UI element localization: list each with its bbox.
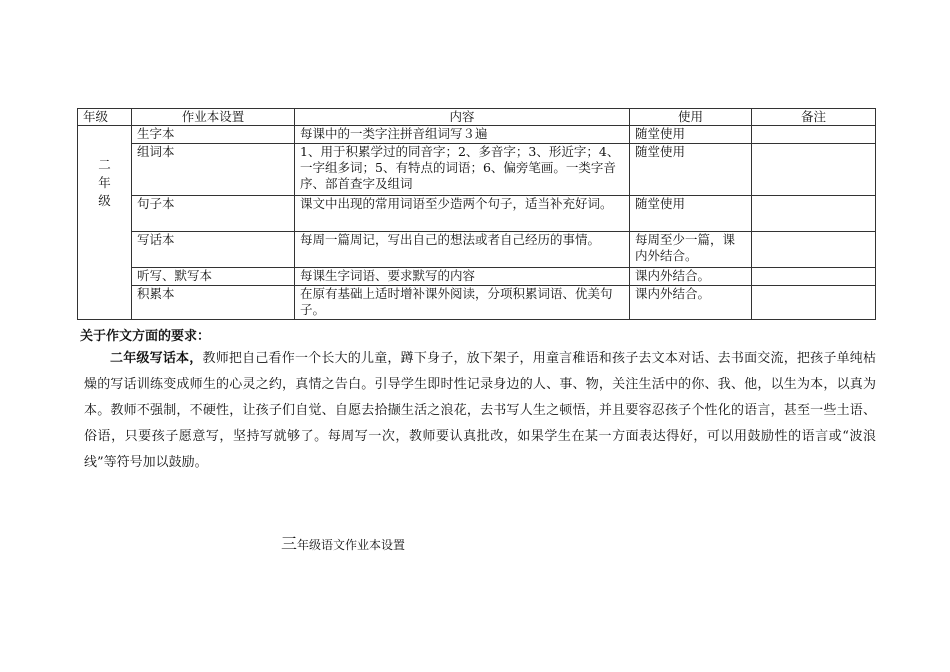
book-note (752, 286, 876, 320)
grade-cell (78, 126, 132, 320)
header-grade: 年级 (78, 109, 132, 126)
paragraph-lead: 二年级写话本， (110, 351, 203, 366)
grade-char: 二 (98, 157, 111, 172)
writing-requirements-paragraph (84, 346, 876, 476)
table-row (78, 196, 876, 232)
paragraph-body: 教师把自己看作一个长大的儿童，蹲下身子，放下架子，用童言稚语和孩子去文本对话、去书面交流，把孩子单纯枯燥的写话训练变成师生的心灵之约，真情之告白。引导学生即时性记录身边的人、事、物，关注生活中的你、我、他，以生为本，以真为本。教师不强制，不硬性，让孩子们自觉、自愿去拾撷生活之浪花，去书写人生之顿悟，并且要容忍孩子个性化的语言，甚至一些土语、俗语，只要孩子愿意写，坚持写就够了。每周写一次，教师要认真批改，如果学生在某一方面表达得好，可以用鼓励性的语言或“波浪线”等符号加以鼓励。 (84, 351, 876, 470)
homework-table (77, 108, 876, 320)
header-book: 作业本设置 (132, 109, 295, 126)
book-name: 组词本 (132, 144, 295, 196)
book-usage: 课内外结合。 (630, 268, 752, 286)
book-usage: 课内外结合。 (630, 286, 752, 320)
book-content: 1、用于积累学过的同音字；2、多音字；3、形近字；4、一字组多词；5、有特点的词语；6、偏旁笔画。一类字音序、部首查字及组词 (295, 144, 630, 196)
grade-char: 年 (98, 175, 111, 190)
grade-char: 级 (98, 193, 111, 208)
book-content: 在原有基础上适时增补课外阅读，分项积累词语、优美句子。 (295, 286, 630, 320)
header-content: 内容 (295, 109, 630, 126)
book-name: 生字本 (132, 126, 295, 144)
header-usage: 使用 (630, 109, 752, 126)
table-row (78, 286, 876, 320)
header-note: 备注 (752, 109, 876, 126)
book-note (752, 144, 876, 196)
book-usage: 随堂使用 (630, 144, 752, 196)
table-row (78, 126, 876, 144)
book-name: 积累本 (132, 286, 295, 320)
grade-three-heading (281, 531, 405, 554)
book-content: 每课生字词语、要求默写的内容 (295, 268, 630, 286)
book-note (752, 268, 876, 286)
requirements-title: 关于作文方面的要求： (80, 329, 211, 344)
book-usage: 随堂使用 (630, 196, 752, 232)
book-note (752, 232, 876, 268)
heading-first-char: 三 (281, 534, 298, 553)
table-header-row (78, 109, 876, 126)
book-usage: 随堂使用 (630, 126, 752, 144)
book-usage: 每周至少一篇，课内外结合。 (630, 232, 752, 268)
book-content: 课文中出现的常用词语至少造两个句子，适当补充好词。 (295, 196, 630, 232)
heading-rest: 年级语文作业本设置 (297, 538, 406, 552)
book-note (752, 126, 876, 144)
table-row (78, 144, 876, 196)
book-name: 写话本 (132, 232, 295, 268)
book-content: 每课中的一类字注拼音组词写３遍 (295, 126, 630, 144)
book-note (752, 196, 876, 232)
table-row (78, 232, 876, 268)
book-content: 每周一篇周记，写出自己的想法或者自己经历的事情。 (295, 232, 630, 268)
table-row (78, 268, 876, 286)
book-name: 听写、默写本 (132, 268, 295, 286)
book-name: 句子本 (132, 196, 295, 232)
